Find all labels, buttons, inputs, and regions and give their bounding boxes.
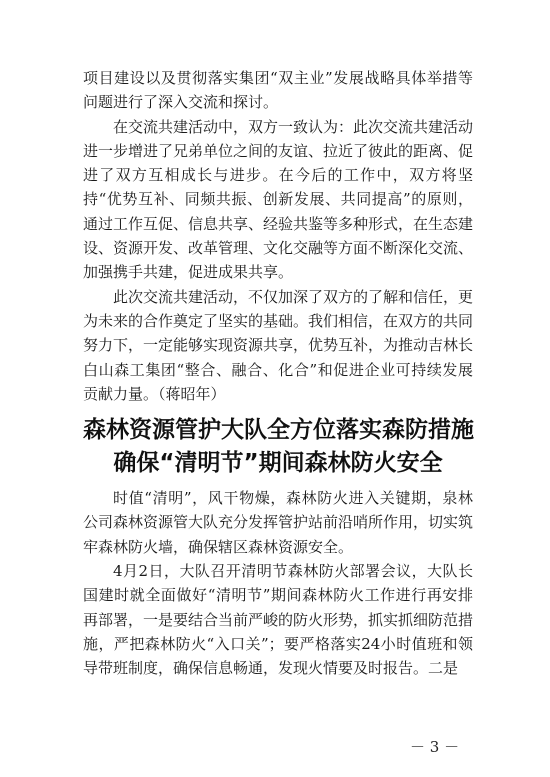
page-number: － 3 － — [410, 738, 460, 756]
consensus-paragraph: 在交流共建活动中，双方一致认为：此次交流共建活动进一步增进了兄弟单位之间的友谊、拉近了彼此的距离、促进了双方互相成长与进步。在今后的工作中，双方将坚持“优势互补、同频共振、创新发展、共同提高”的原则，通过工作互促、信息共享、经验共鉴等多种形式，在生态建设、资源开发、改革管理、文化交融等方面不断深化交流、加强携手共建，促进成果共享。 — [83, 117, 474, 282]
closing-paragraph: 此次交流共建活动，不仅加深了双方的了解和信任，更为未来的合作奠定了坚实的基础。我们相信，在双方的共同努力下，一定能够实现资源共享，优势互补，为推动吉林长白山森工集团“整合、融合、化合”和促进企业可持续发展贡献力量。（蒋昭年） — [83, 287, 474, 403]
continuation-paragraph: 项目建设以及贯彻落实集团“双主业”发展战略具体举措等问题进行了深入交流和探讨。 — [83, 69, 473, 112]
intro-paragraph: 时值“清明”，风干物燥，森林防火进入关键期，泉林公司森林资源管大队充分发挥管护站前沿哨所作用，切实筑牢森林防火墙，确保辖区森林资源安全。 — [83, 489, 474, 556]
article-title-line-2: 确保“清明节”期间森林防火安全 — [113, 450, 443, 477]
article-title — [83, 414, 473, 480]
article-title-line-1: 森林资源管护大队全方位落实森防措施 — [83, 417, 474, 444]
page-content — [83, 66, 473, 681]
meeting-paragraph: 4月2日，大队召开清明节森林防火部署会议，大队长国建时就全面做好“清明节”期间森林防火工作进行再安排再部署，一是要结合当前严峻的防火形势，抓实抓细防范措施，严把森林防火“入口关”；要严格落实24小时值班和领导带班制度，确保信息畅通，发现火情要及时报告。二是 — [83, 562, 474, 678]
